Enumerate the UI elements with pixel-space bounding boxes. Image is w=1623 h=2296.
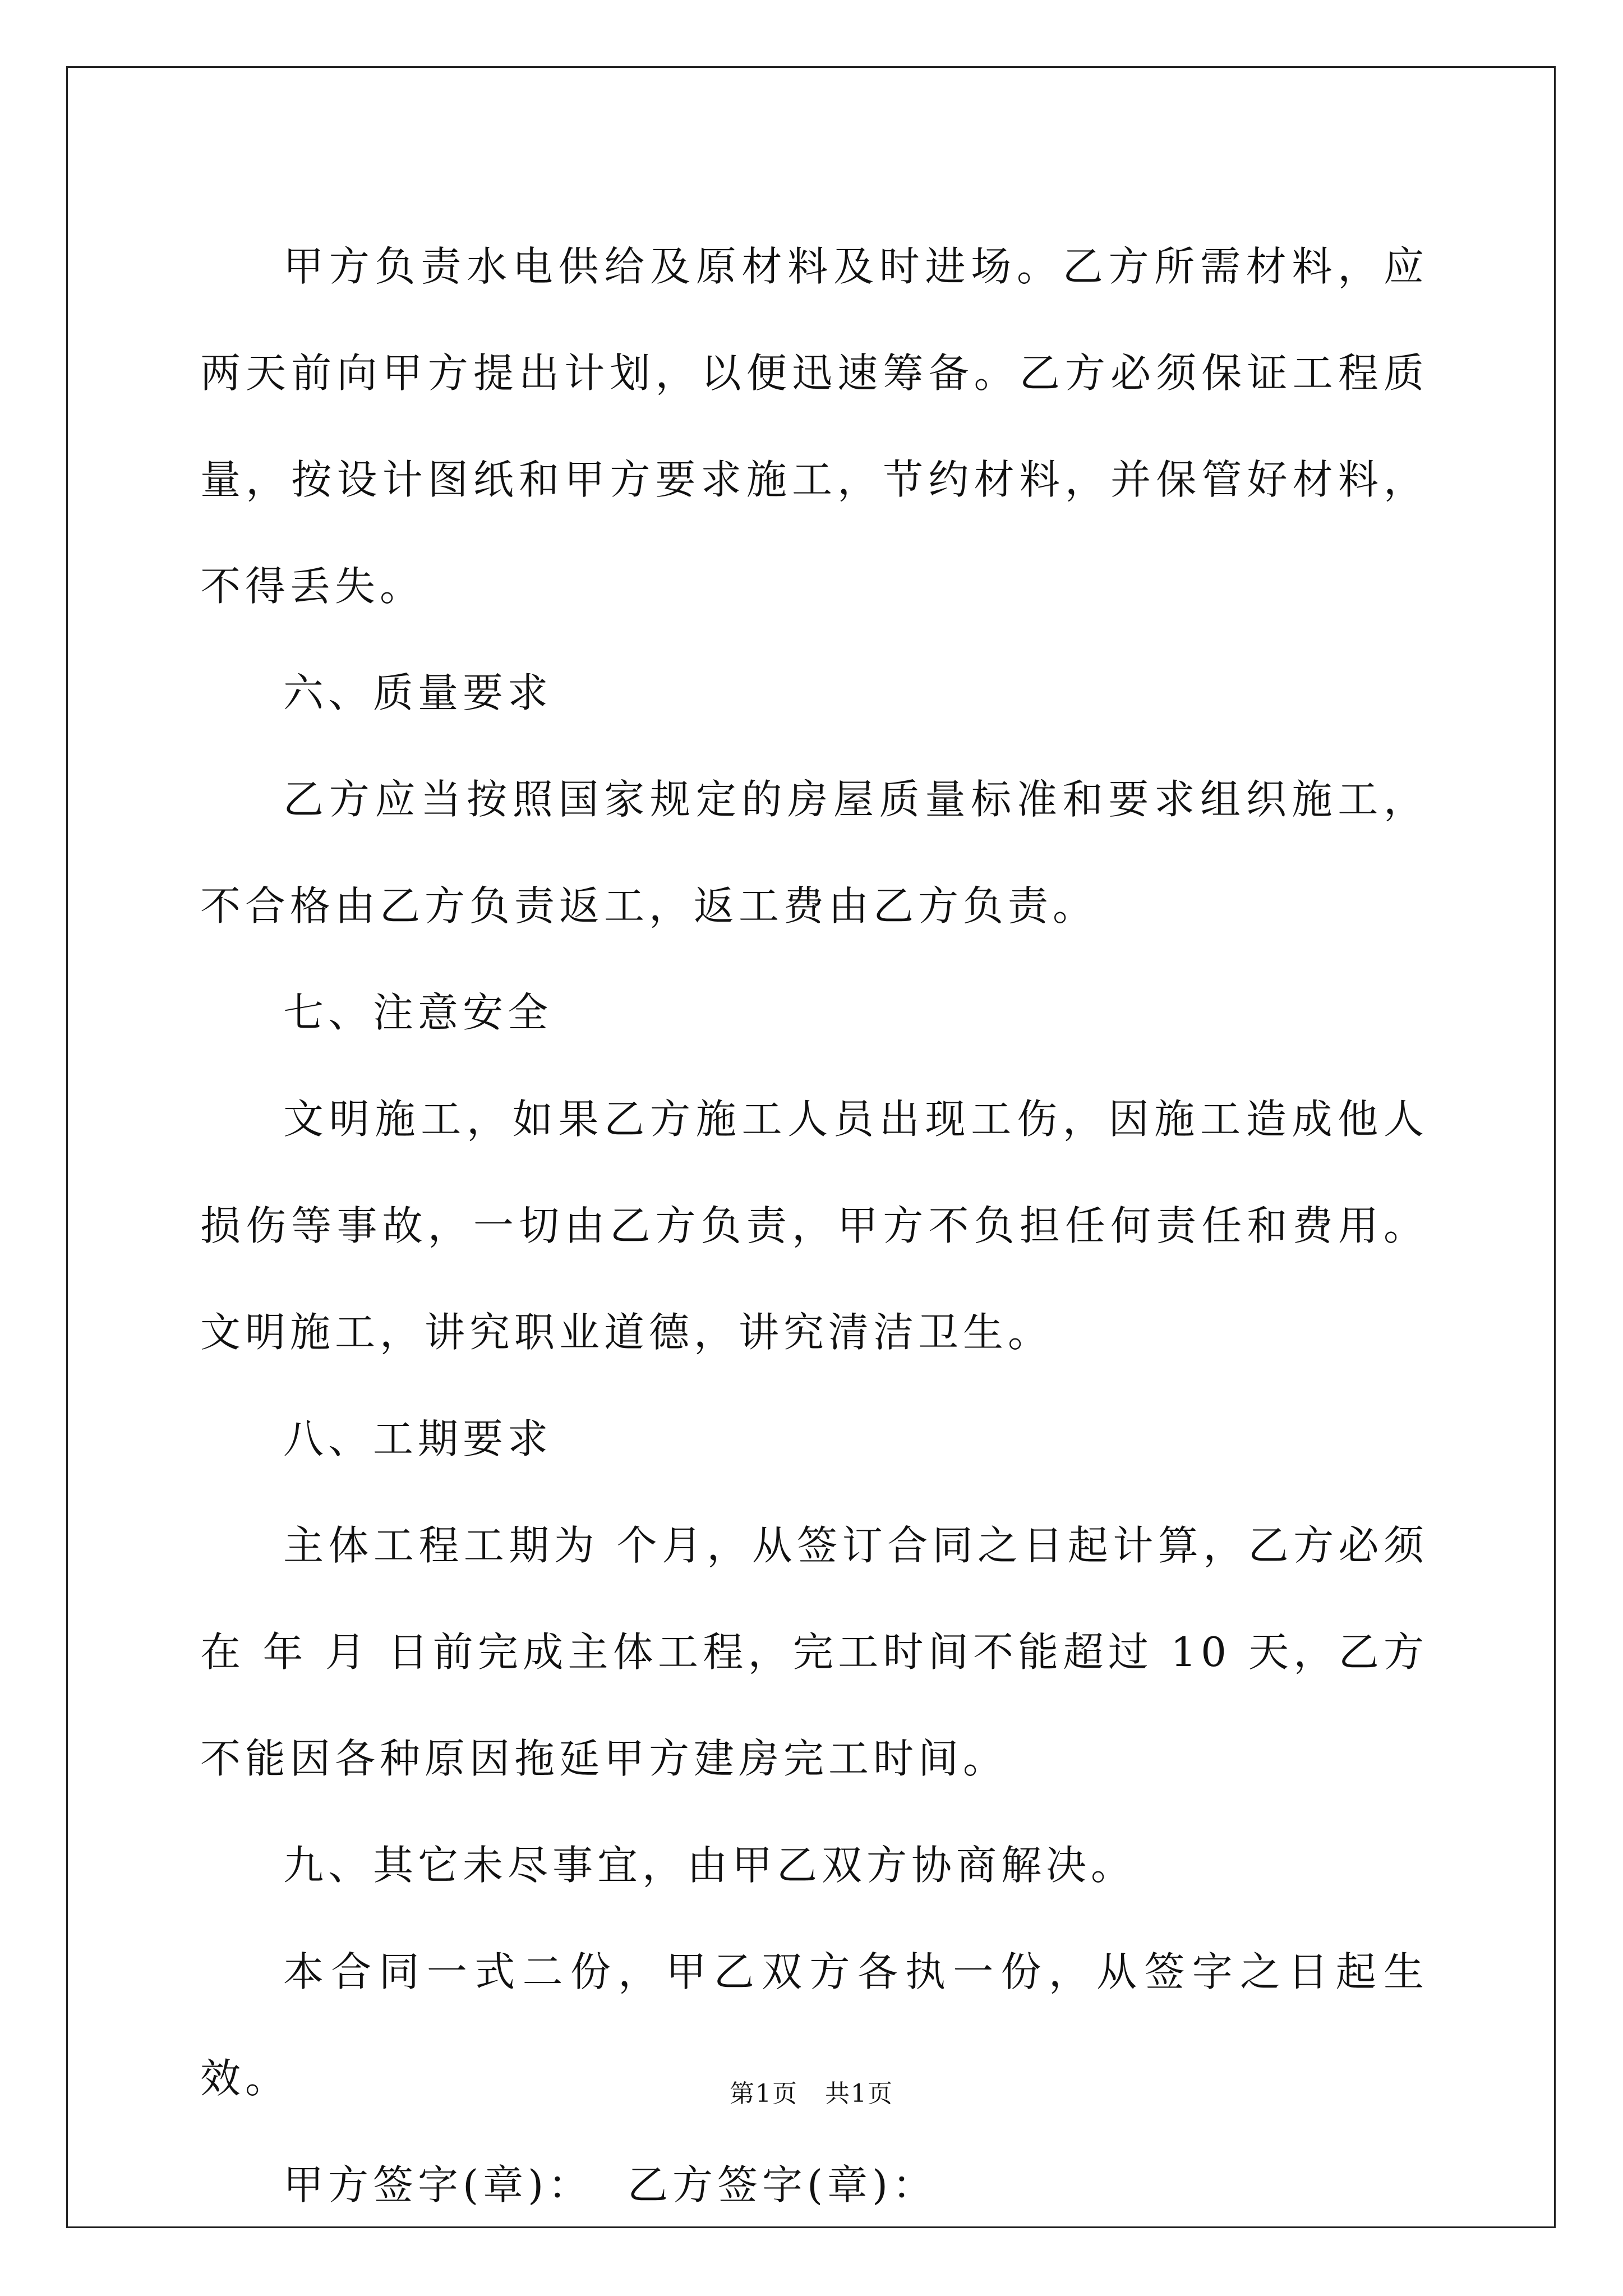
paragraph-safety: 文明施工，如果乙方施工人员出现工伤，因施工造成他人损伤等事故，一切由乙方负责，甲方不负担任何责任和费用。文明施工，讲究职业道德，讲究清洁卫生。 [200,1096,1428,1356]
heading-schedule: 八、工期要求 [283,1415,553,1462]
paragraph-supply-duty: 甲方负责水电供给及原材料及时进场。乙方所需材料，应两天前向甲方提出计划，以便迅速筹备。乙方必须保证工程质量，按设计图纸和甲方要求施工，节约材料，并保管好材料，不得丢失。 [200,243,1428,610]
paragraph-quality: 乙方应当按照国家规定的房屋质量标准和要求组织施工，不合格由乙方负责返工，返工费由乙方负责。 [200,776,1428,930]
paragraph-other-matters: 九、其它未尽事宜，由甲乙双方协商解决。 [283,1842,1136,1889]
paragraph-copies: 本合同一式二份，甲乙双方各执一份，从签字之日起生效。 [200,1948,1428,2102]
page-number-footer: 第1页 共1页 [730,2079,893,2108]
paragraph-schedule: 主体工程工期为 个月，从签订合同之日起计算，乙方必须在 年 月 日前完成主体工程，完工时间不能超过 10 天，乙方不能因各种原因拖延甲方建房完工时间。 [200,1522,1428,1782]
signature-line: 甲方签字(章)： 乙方签字(章)： [283,2161,938,2208]
heading-quality-requirements: 六、质量要求 [283,669,553,716]
document-body [200,213,1428,2238]
heading-safety: 七、注意安全 [283,989,553,1036]
